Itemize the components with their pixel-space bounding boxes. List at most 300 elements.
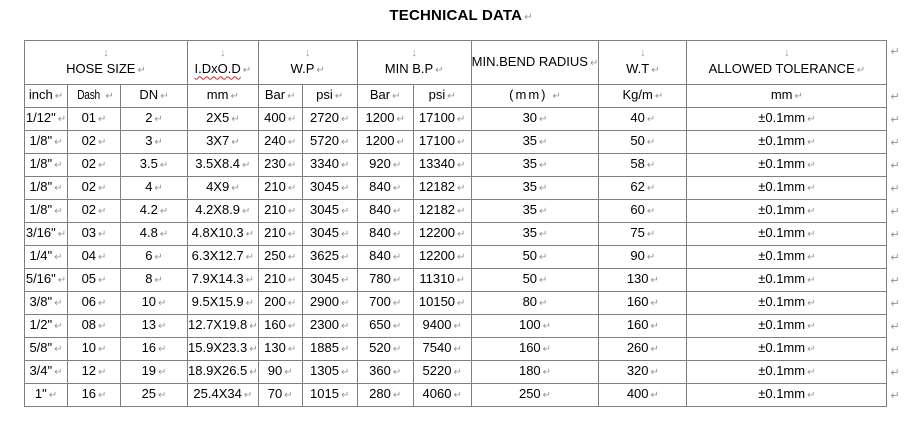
cell-value: 12200	[418, 225, 456, 240]
cell-end-mark: ↵	[340, 114, 350, 125]
cell-end-mark: ↵	[650, 390, 659, 401]
cell-dash	[68, 338, 121, 361]
cell-end-mark: ↵	[98, 367, 107, 378]
cell-end-mark: ↵	[539, 114, 548, 125]
cell-bend-radius-mm	[471, 269, 599, 292]
cell-end-mark: ↵	[589, 57, 599, 69]
cell-end-mark: ↵	[287, 344, 297, 355]
row-end-mark: ↵	[890, 113, 900, 126]
cell-value: 02	[81, 156, 97, 171]
row-end-mark-cell	[887, 200, 921, 223]
table-header	[25, 41, 921, 108]
cell-wp-psi	[302, 246, 357, 269]
cell-wp-psi	[302, 315, 357, 338]
cell-end-mark: ↵	[435, 64, 444, 76]
cell-wp-bar	[258, 177, 302, 200]
cell-end-mark: ↵	[650, 321, 659, 332]
cell-end-mark: ↵	[457, 183, 466, 194]
cell-end-mark: ↵	[340, 183, 350, 194]
cell-end-mark: ↵	[542, 321, 552, 332]
cell-value: ±0.1mm	[758, 179, 806, 194]
cell-tolerance-mm	[687, 315, 887, 338]
cell-wp-psi	[302, 154, 357, 177]
cell-value: 160	[264, 317, 286, 332]
cell-value: 5/8"	[29, 340, 53, 355]
cell-end-mark: ↵	[98, 137, 107, 148]
col-group-label: W.T	[626, 60, 650, 76]
cell-inch	[25, 223, 68, 246]
cell-inch	[25, 315, 68, 338]
cell-bp-psi	[413, 361, 471, 384]
cell-value: 12182	[418, 179, 456, 194]
cell-end-mark: ↵	[249, 367, 258, 378]
cell-value: ±0.1mm	[758, 294, 806, 309]
page-title-text: TECHNICAL DATA	[389, 7, 523, 24]
cell-value: ±0.1mm	[758, 340, 806, 355]
cell-mm	[188, 361, 259, 384]
row-end-mark-cell	[887, 154, 921, 177]
col-group-label: I.DxO.D	[194, 60, 241, 76]
cell-end-mark: ↵	[154, 275, 163, 286]
cell-value: 1/2"	[29, 317, 53, 332]
cell-end-mark: ↵	[392, 252, 402, 263]
cell-value: 15.9X23.3	[188, 340, 248, 355]
cell-end-mark: ↵	[396, 114, 405, 125]
cell-value: 1200	[365, 133, 395, 148]
cell-value: 130	[626, 271, 649, 286]
cell-bend-radius-mm	[471, 292, 599, 315]
cell-bend-radius-mm	[471, 154, 599, 177]
cell-value: 230	[264, 156, 286, 171]
cell-value: 13	[141, 317, 157, 332]
cell-value: 58	[630, 156, 645, 171]
cell-end-mark: ↵	[794, 91, 803, 102]
cell-wp-psi	[302, 131, 357, 154]
row-end-mark-cell	[887, 292, 921, 315]
cell-value: 6	[145, 248, 153, 263]
cell-bp-psi	[413, 223, 471, 246]
cell-bp-bar	[357, 154, 413, 177]
cell-end-mark: ↵	[242, 160, 251, 171]
cell-tolerance-mm	[687, 338, 887, 361]
unit-label: Dash	[77, 87, 101, 102]
cell-inch	[25, 338, 68, 361]
unit-header-kg-m	[599, 85, 687, 108]
table-row	[25, 223, 921, 246]
cell-end-mark: ↵	[137, 64, 146, 76]
cell-mm	[188, 108, 259, 131]
cell-kg-m	[599, 384, 687, 407]
cell-value: 02	[81, 133, 97, 148]
cell-end-mark: ↵	[54, 252, 63, 263]
cell-end-mark: ↵	[807, 137, 816, 148]
cell-value: 3045	[310, 271, 339, 286]
cell-kg-m	[599, 154, 687, 177]
unit-header-wp-psi	[302, 85, 357, 108]
table-row	[25, 315, 921, 338]
cell-value: ±0.1mm	[758, 225, 806, 240]
cell-value: 3.5	[139, 156, 158, 171]
cell-value: 4.8X10.3	[191, 225, 244, 240]
cell-value: 1885	[310, 340, 339, 355]
cell-value: 12182	[418, 202, 456, 217]
row-end-mark-cell	[887, 315, 921, 338]
cell-value: 920	[369, 156, 391, 171]
unit-label: Kg/m	[622, 87, 653, 102]
unit-header-inch	[25, 85, 68, 108]
cell-end-mark: ↵	[158, 344, 167, 355]
cell-end-mark: ↵	[457, 252, 466, 263]
cell-value: 17100	[418, 110, 456, 125]
cell-inch	[25, 177, 68, 200]
cell-dn	[121, 246, 188, 269]
cell-end-mark: ↵	[57, 275, 67, 286]
cell-value: 200	[264, 294, 286, 309]
cell-end-mark: ↵	[457, 137, 466, 148]
cell-end-mark: ↵	[245, 275, 255, 286]
cell-end-mark: ↵	[807, 160, 816, 171]
cell-value: 3/8"	[29, 294, 53, 309]
cell-end-mark: ↵	[154, 252, 163, 263]
cell-mm	[188, 384, 259, 407]
table-row	[25, 108, 921, 131]
row-end-mark: ↵	[890, 274, 900, 287]
cell-value: 210	[264, 179, 286, 194]
cell-bp-bar	[357, 292, 413, 315]
cell-value: 4	[145, 179, 153, 194]
cell-value: 03	[81, 225, 97, 240]
cell-value: 4X9	[206, 179, 230, 194]
cell-end-mark: ↵	[98, 183, 107, 194]
cell-value: 30	[522, 110, 538, 125]
cell-end-mark: ↵	[340, 321, 350, 332]
cell-tolerance-mm	[687, 223, 887, 246]
cell-dn	[121, 131, 188, 154]
cell-end-mark: ↵	[287, 114, 297, 125]
unit-header-bend-radius-mm	[471, 85, 599, 108]
cell-value: 50	[522, 271, 538, 286]
cell-end-mark: ↵	[646, 160, 656, 171]
cell-end-mark: ↵	[57, 114, 67, 125]
cell-end-mark: ↵	[231, 137, 240, 148]
cell-value: 3045	[310, 225, 339, 240]
cell-end-mark: ↵	[650, 298, 659, 309]
line-break-mark: ↓	[411, 46, 417, 59]
cell-tolerance-mm	[687, 292, 887, 315]
cell-inch	[25, 361, 68, 384]
cell-dash	[68, 131, 121, 154]
cell-dn	[121, 177, 188, 200]
unit-label: psi	[428, 87, 446, 102]
cell-bp-psi	[413, 131, 471, 154]
cell-bp-bar	[357, 108, 413, 131]
cell-end-mark: ↵	[539, 275, 548, 286]
cell-value: 1305	[310, 363, 339, 378]
cell-end-mark: ↵	[539, 229, 548, 240]
row-end-mark-cell	[887, 177, 921, 200]
cell-end-mark: ↵	[340, 390, 350, 401]
cell-end-mark: ↵	[457, 160, 466, 171]
row-end-mark-cell	[887, 41, 921, 85]
cell-value: 75	[630, 225, 645, 240]
col-group-label: MIN.BEND RADIUS	[471, 53, 588, 69]
cell-value: 18.9X26.5	[188, 363, 248, 378]
cell-end-mark: ↵	[650, 367, 659, 378]
cell-end-mark: ↵	[456, 275, 465, 286]
cell-wp-bar	[258, 361, 302, 384]
cell-value: 35	[522, 179, 538, 194]
cell-dn	[121, 108, 188, 131]
cell-end-mark: ↵	[447, 91, 456, 102]
cell-end-mark: ↵	[542, 390, 552, 401]
cell-value: 320	[626, 363, 649, 378]
cell-end-mark: ↵	[807, 206, 816, 217]
row-end-mark-cell	[887, 269, 921, 292]
cell-end-mark: ↵	[392, 183, 402, 194]
cell-value: 700	[369, 294, 391, 309]
cell-end-mark: ↵	[159, 206, 169, 217]
cell-value: ±0.1mm	[758, 248, 806, 263]
cell-mm	[188, 292, 259, 315]
row-end-mark: ↵	[890, 366, 900, 379]
cell-mm	[188, 154, 259, 177]
cell-end-mark: ↵	[98, 252, 107, 263]
unit-label: inch	[28, 87, 53, 102]
cell-end-mark: ↵	[807, 229, 816, 240]
cell-value: 02	[81, 202, 97, 217]
cell-end-mark: ↵	[392, 390, 402, 401]
cell-mm	[188, 200, 259, 223]
cell-end-mark: ↵	[340, 137, 350, 148]
cell-end-mark: ↵	[392, 229, 402, 240]
cell-value: 3/16"	[25, 225, 56, 240]
cell-end-mark: ↵	[542, 367, 552, 378]
cell-end-mark: ↵	[651, 64, 660, 76]
col-group-label: W.P	[290, 60, 315, 76]
cell-value: 2900	[310, 294, 339, 309]
cell-value: 05	[81, 271, 97, 286]
cell-bend-radius-mm	[471, 200, 599, 223]
cell-wp-bar	[258, 200, 302, 223]
cell-bp-psi	[413, 292, 471, 315]
cell-end-mark: ↵	[245, 252, 255, 263]
cell-end-mark: ↵	[242, 206, 251, 217]
cell-wp-psi	[302, 223, 357, 246]
cell-value: 1"	[34, 386, 47, 401]
cell-mm	[188, 246, 259, 269]
cell-end-mark: ↵	[98, 229, 107, 240]
cell-kg-m	[599, 269, 687, 292]
row-end-mark-cell	[887, 384, 921, 407]
paragraph-mark: ↵	[524, 12, 533, 23]
cell-wp-psi	[302, 338, 357, 361]
cell-wp-bar	[258, 108, 302, 131]
cell-value: 35	[522, 225, 538, 240]
cell-inch	[25, 384, 68, 407]
cell-value: ±0.1mm	[758, 110, 806, 125]
cell-tolerance-mm	[687, 361, 887, 384]
cell-kg-m	[599, 338, 687, 361]
cell-end-mark: ↵	[654, 91, 664, 102]
cell-end-mark: ↵	[231, 114, 240, 125]
cell-end-mark: ↵	[392, 321, 402, 332]
unit-label: Bar	[264, 87, 286, 102]
cell-end-mark: ↵	[396, 137, 405, 148]
cell-value: 3	[145, 133, 153, 148]
cell-mm	[188, 269, 259, 292]
cell-value: 12200	[418, 248, 456, 263]
cell-value: 4060	[422, 386, 452, 401]
cell-bp-bar	[357, 361, 413, 384]
cell-wp-psi	[302, 269, 357, 292]
cell-end-mark: ↵	[54, 183, 63, 194]
cell-end-mark: ↵	[54, 344, 63, 355]
cell-end-mark: ↵	[340, 229, 350, 240]
cell-end-mark: ↵	[340, 206, 350, 217]
row-end-mark: ↵	[890, 159, 900, 172]
cell-tolerance-mm	[687, 384, 887, 407]
cell-end-mark: ↵	[159, 229, 169, 240]
cell-value: 840	[369, 179, 391, 194]
cell-mm	[188, 131, 259, 154]
row-end-mark: ↵	[890, 45, 900, 58]
unit-label: Bar	[369, 87, 391, 102]
cell-tolerance-mm	[687, 154, 887, 177]
cell-value: 4.8	[139, 225, 158, 240]
cell-wp-psi	[302, 200, 357, 223]
cell-value: ±0.1mm	[758, 363, 806, 378]
cell-end-mark: ↵	[54, 206, 63, 217]
cell-value: 19	[141, 363, 157, 378]
cell-value: 8	[145, 271, 153, 286]
cell-value: 260	[626, 340, 649, 355]
cell-value: 360	[369, 363, 391, 378]
cell-dash	[68, 223, 121, 246]
cell-end-mark: ↵	[392, 344, 402, 355]
cell-end-mark: ↵	[287, 252, 297, 263]
cell-dash	[68, 154, 121, 177]
cell-end-mark: ↵	[457, 298, 466, 309]
cell-dn	[121, 384, 188, 407]
cell-value: 6.3X12.7	[191, 248, 244, 263]
row-end-mark: ↵	[890, 251, 900, 264]
cell-end-mark: ↵	[284, 367, 293, 378]
cell-end-mark: ↵	[245, 298, 255, 309]
cell-inch	[25, 246, 68, 269]
technical-data-table	[24, 40, 921, 407]
table-row	[25, 338, 921, 361]
cell-end-mark: ↵	[54, 137, 63, 148]
cell-wp-bar	[258, 338, 302, 361]
cell-wp-bar	[258, 246, 302, 269]
cell-value: 11310	[419, 271, 455, 286]
cell-dn	[121, 154, 188, 177]
cell-value: 1/8"	[29, 202, 53, 217]
cell-end-mark: ↵	[457, 229, 466, 240]
cell-value: 10	[81, 340, 97, 355]
cell-end-mark: ↵	[287, 275, 297, 286]
cell-end-mark: ↵	[98, 390, 107, 401]
cell-end-mark: ↵	[98, 321, 107, 332]
cell-end-mark: ↵	[160, 91, 169, 102]
cell-value: 2300	[310, 317, 339, 332]
cell-value: 08	[81, 317, 97, 332]
cell-value: 4.2X8.9	[195, 202, 241, 217]
cell-dn	[121, 269, 188, 292]
table-row	[25, 292, 921, 315]
cell-bp-bar	[357, 384, 413, 407]
cell-value: 1015	[310, 386, 339, 401]
cell-value: 2720	[310, 110, 339, 125]
cell-end-mark: ↵	[392, 367, 402, 378]
cell-bend-radius-mm	[471, 131, 599, 154]
cell-kg-m	[599, 246, 687, 269]
cell-end-mark: ↵	[287, 137, 297, 148]
unit-label: DN	[139, 87, 159, 102]
cell-value: 25	[141, 386, 157, 401]
cell-bend-radius-mm	[471, 338, 599, 361]
cell-end-mark: ↵	[287, 91, 296, 102]
cell-value: 3/4"	[29, 363, 53, 378]
row-end-mark: ↵	[890, 182, 900, 195]
cell-value: 1/4"	[29, 248, 53, 263]
cell-wp-bar	[258, 292, 302, 315]
cell-dn	[121, 361, 188, 384]
unit-header-tolerance-mm	[687, 85, 887, 108]
cell-end-mark: ↵	[334, 91, 344, 102]
cell-value: 5220	[422, 363, 452, 378]
cell-tolerance-mm	[687, 246, 887, 269]
cell-end-mark: ↵	[453, 344, 462, 355]
cell-value: 2X5	[206, 110, 230, 125]
cell-end-mark: ↵	[807, 183, 816, 194]
cell-end-mark: ↵	[287, 183, 297, 194]
cell-value: 3045	[310, 179, 339, 194]
cell-value: 1/8"	[29, 156, 53, 171]
cell-wp-bar	[258, 315, 302, 338]
cell-value: ±0.1mm	[758, 317, 806, 332]
group-header-row	[25, 41, 921, 85]
cell-value: 840	[369, 202, 391, 217]
cell-end-mark: ↵	[807, 114, 816, 125]
line-break-mark: ↓	[220, 46, 226, 59]
cell-end-mark: ↵	[98, 160, 107, 171]
row-end-mark: ↵	[890, 90, 900, 103]
cell-value: 7.9X14.3	[191, 271, 244, 286]
cell-kg-m	[599, 292, 687, 315]
cell-end-mark: ↵	[646, 252, 656, 263]
cell-end-mark: ↵	[392, 91, 401, 102]
cell-dash	[68, 384, 121, 407]
cell-bp-psi	[413, 315, 471, 338]
cell-dn	[121, 338, 188, 361]
cell-value: 3X7	[206, 133, 230, 148]
cell-wp-psi	[302, 292, 357, 315]
cell-end-mark: ↵	[646, 206, 656, 217]
cell-value: 10	[141, 294, 157, 309]
cell-value: 100	[518, 317, 541, 332]
unit-header-bp-psi	[413, 85, 471, 108]
cell-end-mark: ↵	[807, 390, 816, 401]
cell-value: 1/8"	[29, 179, 53, 194]
cell-value: 9400	[422, 317, 452, 332]
cell-end-mark: ↵	[54, 298, 63, 309]
cell-end-mark: ↵	[542, 344, 552, 355]
row-end-mark-cell	[887, 361, 921, 384]
cell-value: 35	[522, 156, 538, 171]
cell-value: 02	[81, 179, 97, 194]
cell-dash	[68, 177, 121, 200]
